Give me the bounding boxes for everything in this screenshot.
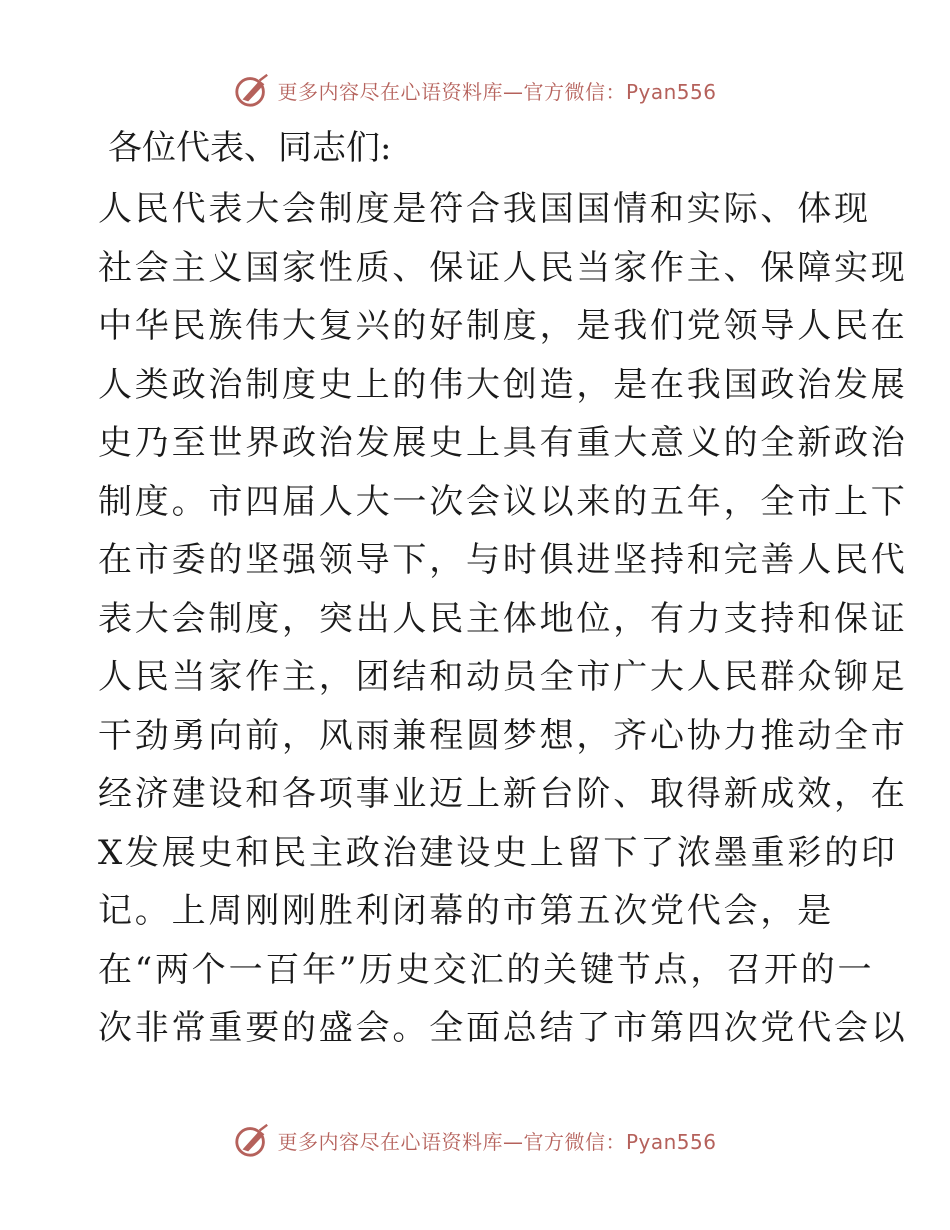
- paragraph-line: 记。上周刚刚胜利闭幕的市第五次党代会，是: [98, 891, 834, 931]
- paragraph-line: 表大会制度，突出人民主体地位，有力支持和保证: [98, 598, 908, 639]
- watermark-text: 更多内容尽在心语资料库—官方微信：Pyan556: [277, 1129, 717, 1154]
- watermark-text: 更多内容尽在心语资料库—官方微信：Pyan556: [277, 79, 717, 104]
- header-watermark: [0, 70, 950, 110]
- paragraph-line: 在市委的坚强领导下，与时俱进坚持和完善人民代: [98, 540, 908, 580]
- paragraph-line: 次非常重要的盛会。全面总结了市第四次党代会以: [98, 1008, 908, 1048]
- footer-watermark: [0, 1120, 950, 1160]
- paragraph-line: 人民代表大会制度是符合我国国情和实际、体现: [98, 189, 871, 229]
- paragraph-line: 在“两个一百年”历史交汇的关键节点，召开的一: [98, 949, 875, 990]
- quill-logo-icon: [233, 71, 271, 109]
- paragraph-line: X发展史和民主政治建设史上留下了浓墨重彩的印: [98, 832, 898, 873]
- paragraph-line: 人民当家作主，团结和动员全市广大人民群众铆足: [98, 657, 908, 697]
- paragraph-line: 人类政治制度史上的伟大创造，是在我国政治发展: [98, 364, 908, 405]
- document-body: [98, 122, 908, 1058]
- paragraph-line: 中华民族伟大复兴的好制度，是我们党领导人民在: [98, 306, 908, 346]
- paragraph-line: 干劲勇向前，风雨兼程圆梦想，齐心协力推动全市: [98, 715, 908, 756]
- paragraph-line: 经济建设和各项事业迈上新台阶、取得新成效，在: [98, 774, 908, 814]
- paragraph-line: 史乃至世界政治发展史上具有重大意义的全新政治: [98, 423, 908, 463]
- quill-logo-icon: [233, 1121, 271, 1159]
- salutation: 各位代表、同志们:: [108, 128, 392, 168]
- paragraph-line: 制度。市四届人大一次会议以来的五年，全市上下: [98, 481, 908, 522]
- paragraph-line: 社会主义国家性质、保证人民当家作主、保障实现: [98, 247, 908, 288]
